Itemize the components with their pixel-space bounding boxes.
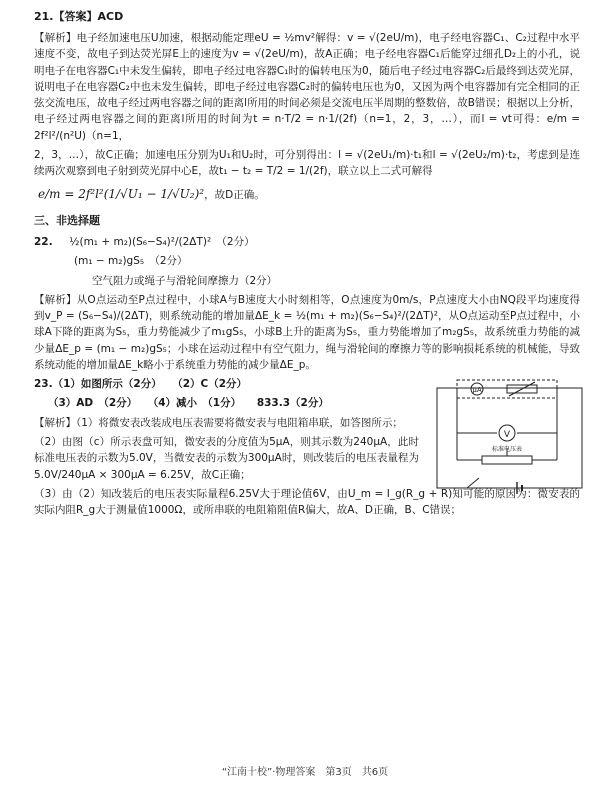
q21-analysis-part1: 【解析】电子经加速电压U加速，根据动能定理eU = ½mv²解得：v = √(2eU/m)，电子经电容器C₁、C₂过程中水平速度不变，故电子到达荧光屏E上的速度为v = √(2eU/m)，故A正确；电子经电容器C₁后能穿过细孔D₂上的小孔，说明电子在电容器C₁中未发生偏转，即电子经过电容器C₁时的偏转电压为0，随后电子经过电容器C₂后最终到达荧光屏，说明电子在电容器C₂中也未发生偏转，即电子经过电容器C₂时的偏转电压也为0，又因为两个电容器加有完全相同的正弦交流电压，故电子经过两电容器之间的距离l所用的时间必须是交流电压半周期的整数倍，故B错误；根据以上分析，电子经过两电容器之间的距离l所用的时间为t = n·T/2 = n·1/(2f)（n=1，2，3，…），而l = vt可得：e/m = 2f²l²/(n²U)（n=1，: [34, 32, 580, 142]
rheostat-icon: [482, 456, 532, 464]
q22-answer-1: ½(m₁ + m₂)(S₆−S₄)²/(2ΔT)² （2分）: [69, 236, 255, 249]
q22-line3: 空气阻力或绳子与滑轮间摩擦力（2分）: [92, 274, 278, 287]
q23-line1: 23.（1）如图所示（2分） （2）C（2分）: [34, 378, 248, 391]
q23-line2: （3）AD （2分） （4）减小 （1分） 833.3（2分）: [48, 397, 329, 410]
q23-text: [34, 376, 419, 483]
circuit-diagram: [427, 378, 592, 498]
q23-answer: [34, 376, 580, 518]
q23-analysis-2: （2）由图（c）所示表盘可知，微安表的分度值为5μA，则其示数为240μA，此时标准电压表的示数为5.0V，当微安表的示数为300μA时，则改装后的电压表量程为 5.0V/240μA × 300μA = 6.25V，故C正确；: [34, 436, 419, 481]
q23-analysis-3: （3）由（2）知改装后的电压表实际量程6.25V大于理论值6V，由U_m = I_g(R_g + R)知可能的原因为：微安表的实际内阻R_g大于测量值1000Ω，或所串联的电阻箱阻值R偏大，故A、D正确，B、C错误；: [34, 487, 580, 517]
svg-text:μA: μA: [472, 386, 482, 395]
q21-heading: 21.【答案】ACD: [34, 10, 124, 23]
q21-analysis-part2: 2，3，…），故C正确；加速电压分别为U₁和U₂时，可分别得出：l = √(2eU₁/m)·t₁和l = √(2eU₂/m)·t₂，考虑到是连续两次观察到电子射到荧光屏中心E，故t₁ − t₂ = T/2 = 1/(2f)，联立以上二式可解得: [34, 148, 580, 178]
switch-icon: [467, 478, 479, 488]
q21-final-formula: [34, 185, 580, 204]
q21-formula-expression: e/m = 2f²l²(1/√U₁ − 1/√U₂)²: [38, 187, 205, 202]
circuit-label: 标准电压表: [491, 446, 523, 454]
section-heading-nonchoice: 三、非选择题: [34, 214, 100, 228]
page-footer: “江南十校”·物理答案 第3页 共6页: [221, 766, 389, 778]
q21-formula-tail: ，故D正确。: [204, 189, 265, 202]
q22-number: 22.: [34, 236, 53, 249]
q22-line2: (m₁ − m₂)gS₅ （2分）: [74, 255, 188, 268]
q22-answer: [34, 234, 580, 373]
svg-text:V: V: [503, 430, 511, 441]
q23-analysis-1: 【解析】（1）将微安表改装成电压表需要将微安表与电阻箱串联，如答图所示；: [34, 416, 403, 429]
variable-arrow-icon: [509, 382, 535, 396]
q22-line1: [34, 234, 580, 250]
q22-analysis: 【解析】从O点运动至P点过程中，小球A与B速度大小时刻相等，O点速度为0m/s，P点速度大小由NQ段平均速度得到v_P = (S₆−S₄)/(2ΔT)，则系统动能的增加量ΔE_k = ½(m₁ + m₂)(S₆−S₄)²/(2ΔT)²，从O点运动至P点过程中，小球A下降的距离为S₅，重力势能减少了m₁gS₅，小球B上升的距离为S₅，重力势能增加了m₂gS₅，故系统重力势能的减少量ΔE_p = (m₁ − m₂)gS₅；小球在运动过程中有空气阻力，绳与滑轮间的摩擦力等的影响损耗系统的机械能，导致系统动能的增加量ΔE_k略小于系统重力势能的减少量ΔE_p。: [34, 293, 580, 371]
